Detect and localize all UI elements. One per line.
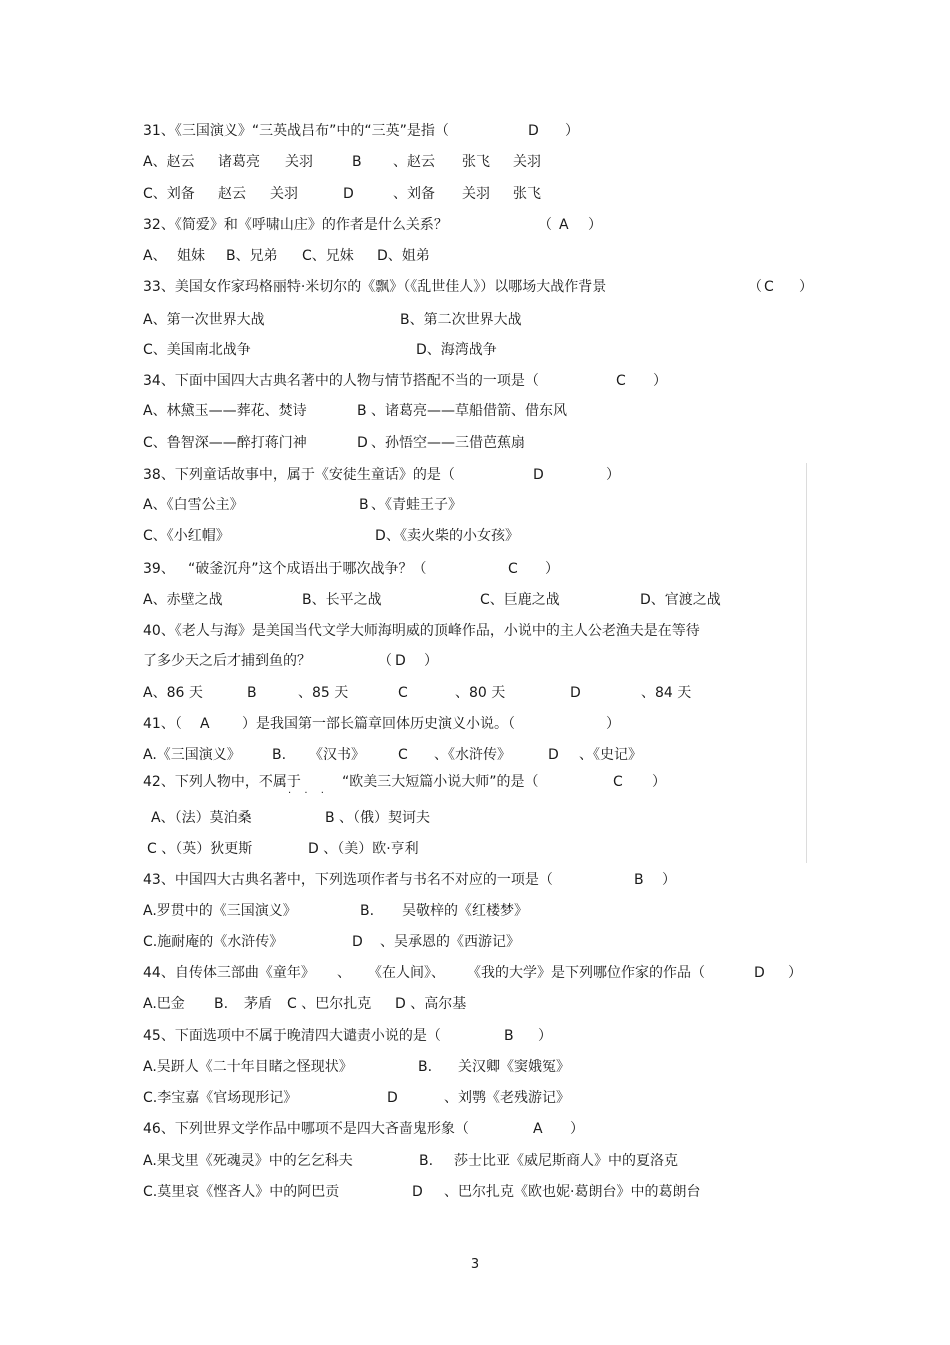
text-line: [0, 870, 950, 890]
text-segment: 、刘备: [393, 186, 435, 202]
text-line: [0, 310, 950, 330]
text-segment: A、86 天: [143, 685, 203, 701]
text-segment: ）: [606, 467, 620, 483]
text-segment: C 、（英）狄更斯: [147, 841, 253, 857]
text-segment: C、刘备: [143, 186, 195, 202]
text-segment: ）: [653, 373, 667, 389]
text-segment: 关羽: [285, 154, 313, 170]
text-segment: ）: [545, 561, 559, 577]
text-segment: D: [570, 685, 581, 701]
text-segment: 关羽: [462, 186, 490, 202]
text-segment: D: [412, 1184, 423, 1200]
text-segment: “破釜沉舟”这个成语出于哪次战争？（: [188, 561, 427, 577]
text-segment: D: [352, 934, 363, 950]
text-segment: D: [395, 653, 406, 669]
text-segment: 诸葛亮: [218, 154, 260, 170]
text-line: [0, 839, 950, 859]
text-line: [0, 433, 950, 453]
text-line: [0, 184, 950, 204]
text-segment: 了多少天之后才捕到鱼的？: [143, 653, 311, 669]
text-segment: 姐妹: [177, 248, 205, 264]
text-segment: C: [616, 373, 626, 389]
text-segment: C: [398, 685, 408, 701]
text-segment: 44、自传体三部曲《童年》: [143, 965, 315, 981]
text-line: [0, 963, 950, 983]
text-line: [0, 683, 950, 703]
text-segment: A.果戈里《死魂灵》中的乞乞科夫: [143, 1153, 353, 1169]
text-segment: B 、（俄）契诃夫: [325, 810, 431, 826]
text-segment: ）: [538, 1028, 552, 1044]
text-segment: ）: [662, 872, 676, 888]
text-segment: 46、下列世界文学作品中哪项不是四大吝啬鬼形象（: [143, 1121, 469, 1137]
text-line: [0, 371, 950, 391]
text-line: [0, 526, 950, 546]
text-segment: 、刘鹗《老残游记》: [444, 1090, 570, 1106]
text-segment: C: [508, 561, 518, 577]
text-line: [0, 590, 950, 610]
text-segment: D: [533, 467, 544, 483]
text-segment: 、孙悟空——三借芭蕉扇: [371, 435, 525, 451]
text-segment: ）: [788, 965, 802, 981]
text-segment: B.: [360, 903, 375, 919]
text-segment: 41、（: [143, 716, 182, 732]
text-segment: ）: [652, 774, 666, 790]
text-segment: B、长平之战: [302, 592, 382, 608]
text-segment: 关汉卿《窦娥冤》: [458, 1059, 570, 1075]
text-segment: 、诸葛亮——草船借箭、借东风: [371, 403, 567, 419]
text-segment: 茅盾: [244, 996, 272, 1012]
text-line: [0, 215, 950, 235]
text-segment: B: [634, 872, 644, 888]
text-segment: 、巴尔扎克《欧也妮·葛朗台》中的葛朗台: [444, 1184, 701, 1200]
text-segment: 45、下面选项中不属于晚清四大谴责小说的是（: [143, 1028, 441, 1044]
text-segment: C: [613, 774, 623, 790]
text-segment: ）是我国第一部长篇章回体历史演义小说。（: [242, 716, 515, 732]
text-segment: C、美国南北战争: [143, 342, 251, 358]
text-segment: ）: [606, 716, 620, 732]
text-line: [0, 401, 950, 421]
text-segment: C、《小红帽》: [143, 528, 230, 544]
text-segment: D: [375, 528, 386, 544]
text-segment: 、《史记》: [579, 747, 642, 763]
text-segment: 34、下面中国四大古典名著中的人物与情节搭配不当的一项是（: [143, 373, 539, 389]
text-segment: 42、下列人物中，不属于: [143, 774, 301, 790]
text-segment: 33、美国女作家玛格丽特·米切尔的《飘》（《乱世佳人》）以哪场大战作背景: [143, 279, 607, 295]
text-segment: 43、中国四大古典名著中，下列选项作者与书名不对应的一项是（: [143, 872, 553, 888]
text-segment: D、姐弟: [377, 248, 430, 264]
text-line: [0, 901, 950, 921]
text-segment: （: [748, 279, 762, 295]
text-segment: ）: [588, 217, 602, 233]
text-line: [0, 1026, 950, 1046]
text-line: [0, 932, 950, 952]
text-segment: A: [533, 1121, 543, 1137]
text-segment: 吴敬梓的《红楼梦》: [402, 903, 528, 919]
text-segment: A.巴金: [143, 996, 185, 1012]
text-segment: ）: [799, 279, 813, 295]
emphasis-dots: · · ·: [288, 788, 329, 799]
text-segment: 、《卖火柴的小女孩》: [386, 528, 519, 544]
text-segment: C 、巴尔扎克: [287, 996, 372, 1012]
text-line: [0, 246, 950, 266]
text-line: [0, 1119, 950, 1139]
text-segment: 38、下列童话故事中，属于《安徒生童话》的是（: [143, 467, 455, 483]
text-segment: A.吴趼人《二十年目睹之怪现状》: [143, 1059, 353, 1075]
text-segment: （: [378, 653, 392, 669]
text-segment: D 、高尔基: [395, 996, 467, 1012]
text-line: [0, 465, 950, 485]
text-segment: 张飞: [513, 186, 541, 202]
text-segment: 莎士比亚《威尼斯商人》中的夏洛克: [454, 1153, 678, 1169]
text-segment: B: [352, 154, 362, 170]
text-segment: A.《三国演义》: [143, 747, 241, 763]
text-segment: 、《青蛙王子》: [371, 497, 462, 513]
text-segment: 关羽: [513, 154, 541, 170]
text-segment: 张飞: [462, 154, 490, 170]
text-segment: A、第一次世界大战: [143, 312, 265, 328]
text-segment: 39、: [143, 561, 175, 577]
text-segment: A、（法）莫泊桑: [151, 810, 252, 826]
text-segment: 《在人间》、: [368, 965, 445, 981]
text-line: [0, 1182, 950, 1202]
text-segment: 、吴承恩的《西游记》: [380, 934, 520, 950]
text-segment: D: [387, 1090, 398, 1106]
text-segment: 32、《简爱》和《呼啸山庄》的作者是什么关系？: [143, 217, 448, 233]
text-segment: D: [528, 123, 539, 139]
text-segment: 40、《老人与海》是美国当代文学大师海明威的顶峰作品，小说中的主人公老渔夫是在等待: [143, 623, 700, 639]
text-line: [0, 714, 950, 734]
text-line: [0, 994, 950, 1014]
text-segment: C.李宝嘉《官场现形记》: [143, 1090, 298, 1106]
text-segment: C: [764, 279, 774, 295]
text-segment: B.: [419, 1153, 434, 1169]
text-segment: C.施耐庵的《水浒传》: [143, 934, 284, 950]
text-segment: 、赵云: [393, 154, 435, 170]
text-segment: C.莫里哀《悭吝人》中的阿巴贡: [143, 1184, 340, 1200]
text-segment: （: [538, 217, 552, 233]
text-segment: B: [247, 685, 257, 701]
text-line: [0, 651, 950, 671]
margin-rule: [806, 463, 807, 863]
text-segment: C: [398, 747, 408, 763]
text-line: [0, 559, 950, 579]
text-segment: B: [357, 403, 367, 419]
text-line: [0, 277, 950, 297]
text-line: [0, 1151, 950, 1171]
text-segment: A、林黛玉——葬花、焚诗: [143, 403, 307, 419]
text-line: [0, 621, 950, 641]
text-line: [0, 121, 950, 141]
text-segment: D: [343, 186, 354, 202]
text-segment: D、海湾战争: [416, 342, 497, 358]
text-segment: 、85 天: [298, 685, 349, 701]
text-segment: “欧美三大短篇小说大师”的是（: [342, 774, 539, 790]
text-line: [0, 495, 950, 515]
text-segment: B: [359, 497, 369, 513]
text-line: [0, 808, 950, 828]
text-line: [0, 152, 950, 172]
text-segment: ）: [424, 653, 438, 669]
text-line: [0, 340, 950, 360]
text-segment: D: [754, 965, 765, 981]
text-line: [0, 745, 950, 765]
text-segment: 31、《三国演义》“三英战吕布”中的“三英”是指（: [143, 123, 449, 139]
text-segment: 关羽: [270, 186, 298, 202]
text-segment: D: [548, 747, 559, 763]
text-segment: A、赵云: [143, 154, 195, 170]
text-segment: A、《白雪公主》: [143, 497, 244, 513]
text-segment: B.: [214, 996, 229, 1012]
text-segment: 、80 天: [455, 685, 506, 701]
text-segment: D: [357, 435, 368, 451]
text-segment: 、84 天: [641, 685, 692, 701]
text-segment: A.罗贯中的《三国演义》: [143, 903, 297, 919]
text-segment: B、兄弟: [226, 248, 278, 264]
text-segment: A、赤壁之战: [143, 592, 223, 608]
text-segment: 《我的大学》是下列哪位作家的作品（: [467, 965, 705, 981]
text-segment: A、: [143, 248, 167, 264]
text-segment: C、兄妹: [302, 248, 354, 264]
page-number: 3: [470, 1257, 480, 1272]
text-segment: ）: [570, 1121, 584, 1137]
text-segment: C、巨鹿之战: [480, 592, 560, 608]
text-segment: ）: [565, 123, 579, 139]
text-segment: B: [504, 1028, 514, 1044]
text-segment: B、第二次世界大战: [400, 312, 522, 328]
text-segment: D、官渡之战: [640, 592, 721, 608]
text-segment: A: [559, 217, 569, 233]
text-segment: B.: [418, 1059, 433, 1075]
text-line: [0, 772, 950, 792]
text-segment: 赵云: [218, 186, 246, 202]
text-segment: C、鲁智深——醉打蒋门神: [143, 435, 307, 451]
text-line: [0, 1088, 950, 1108]
text-line: [0, 1057, 950, 1077]
text-segment: 《汉书》: [309, 747, 365, 763]
text-segment: B.: [272, 747, 287, 763]
text-segment: D 、（美）欧·亨利: [308, 841, 419, 857]
text-segment: 、: [337, 965, 351, 981]
text-segment: A: [200, 716, 210, 732]
text-segment: 、《水浒传》: [434, 747, 511, 763]
